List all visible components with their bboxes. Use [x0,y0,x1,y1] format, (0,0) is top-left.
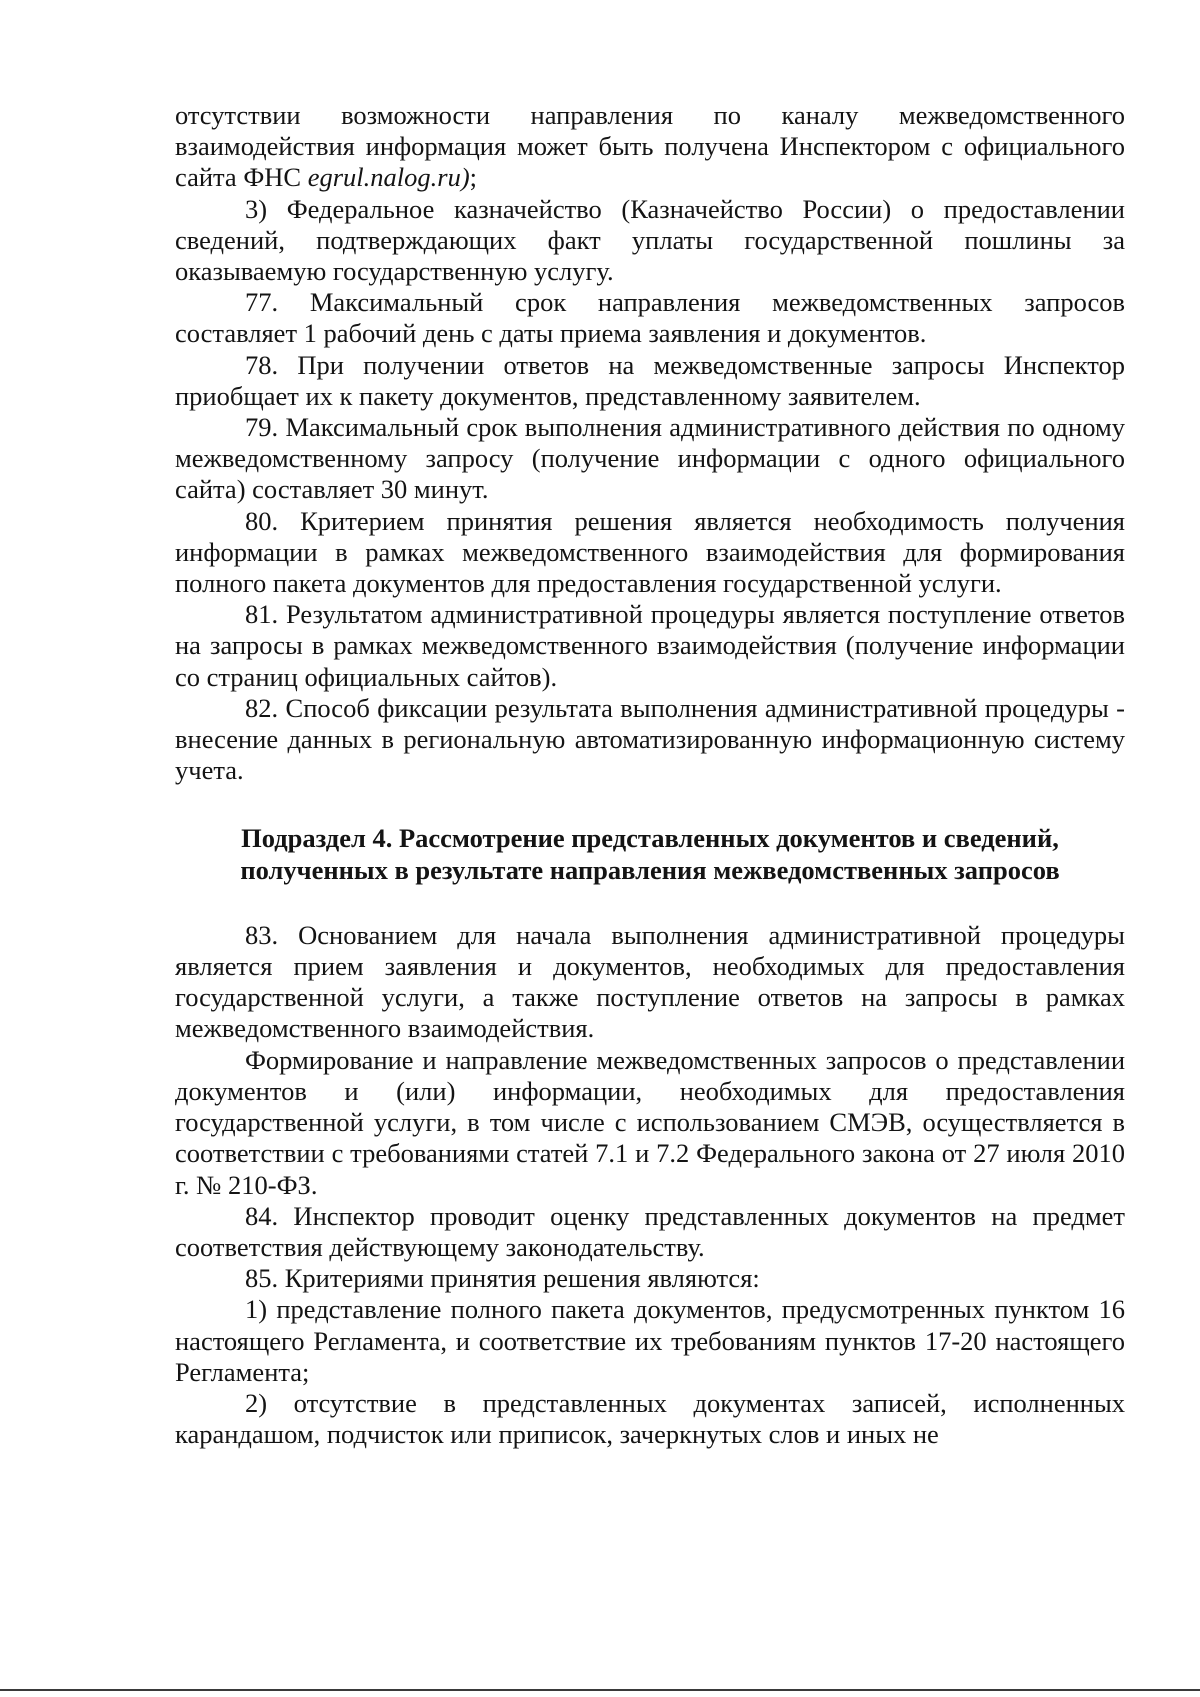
scan-edge-line [0,1689,1200,1691]
item-85-criterion-2: 2) отсутствие в представленных документах записей, исполненных карандашом, подчисток или приписок, зачеркнутых слов и иных не [175,1387,1125,1450]
fns-site-link-text: egrul.nalog.ru) [307,162,470,193]
intro-end-punctuation: ; [469,162,478,193]
item-85-criterion-1: 1) представление полного пакета документов, предусмотренных пунктом 16 настоящего Регламента, и соответствие их требованиям пунктов 17-20 настоящего Регламента; [175,1294,1125,1387]
intro-paragraph [175,100,1125,194]
item-77: 77. Максимальный срок направления межведомственных запросов составляет 1 рабочий день с даты приема заявления и документов. [175,287,1125,349]
section-heading-line-1: Подраздел 4. Рассмотрение представленных документов и сведений, [241,823,1059,854]
item-3-kaznacheystvo: 3) Федеральное казначейство (Казначейство России) о предоставлении сведений, подтверждающих факт уплаты государственной пошлины за оказываемую государственную услугу. [175,193,1125,287]
item-83-requests-paragraph: Формирование и направление межведомственных запросов о представлении документов и (или) информации, необходимых для предоставления государственной услуги, в том числе с использованием СМЭВ, осуществляется в соответствии с требованиями статей 7.1 и 7.2 Федерального закона от 27 июля 2010 г. № 210-ФЗ. [175,1044,1125,1200]
item-78: 78. При получении ответов на межведомственные запросы Инспектор приобщает их к пакету документов, представленному заявителем. [175,349,1125,411]
document-page [175,100,1125,1450]
section-heading [175,823,1125,885]
item-80: 80. Критерием принятия решения является необходимость получения информации в рамках межведомственного взаимодействия для формирования полного пакета документов для предоставления государственной услуги. [175,505,1125,599]
item-79: 79. Максимальный срок выполнения административного действия по одному межведомственному запросу (получение информации с одного официального сайта) составляет 30 минут. [175,412,1125,505]
item-81: 81. Результатом административной процедуры является поступление ответов на запросы в рамках межведомственного взаимодействия (получение информации со страниц официальных сайтов). [175,599,1125,692]
item-82: 82. Способ фиксации результата выполнения административной процедуры - внесение данных в региональную автоматизированную информационную систему учета. [175,692,1125,786]
item-83: 83. Основанием для начала выполнения административной процедуры является прием заявления и документов, необходимых для предоставления государственной услуги, а также поступление ответов на запросы в рамках межведомственного взаимодействия. [175,919,1125,1044]
item-84: 84. Инспектор проводит оценку представленных документов на предмет соответствия действующему законодательству. [175,1200,1125,1262]
section-spacer [175,786,1125,823]
heading-spacer [175,886,1125,920]
section-heading-line-2: полученных в результате направления межведомственных запросов [240,854,1060,885]
intro-text: отсутствии возможности направления по каналу межведомственного взаимодействия информация может быть получена Инспектором с официального сайта ФНС [175,100,1125,193]
item-85: 85. Критериями принятия решения являются: [245,1263,760,1294]
